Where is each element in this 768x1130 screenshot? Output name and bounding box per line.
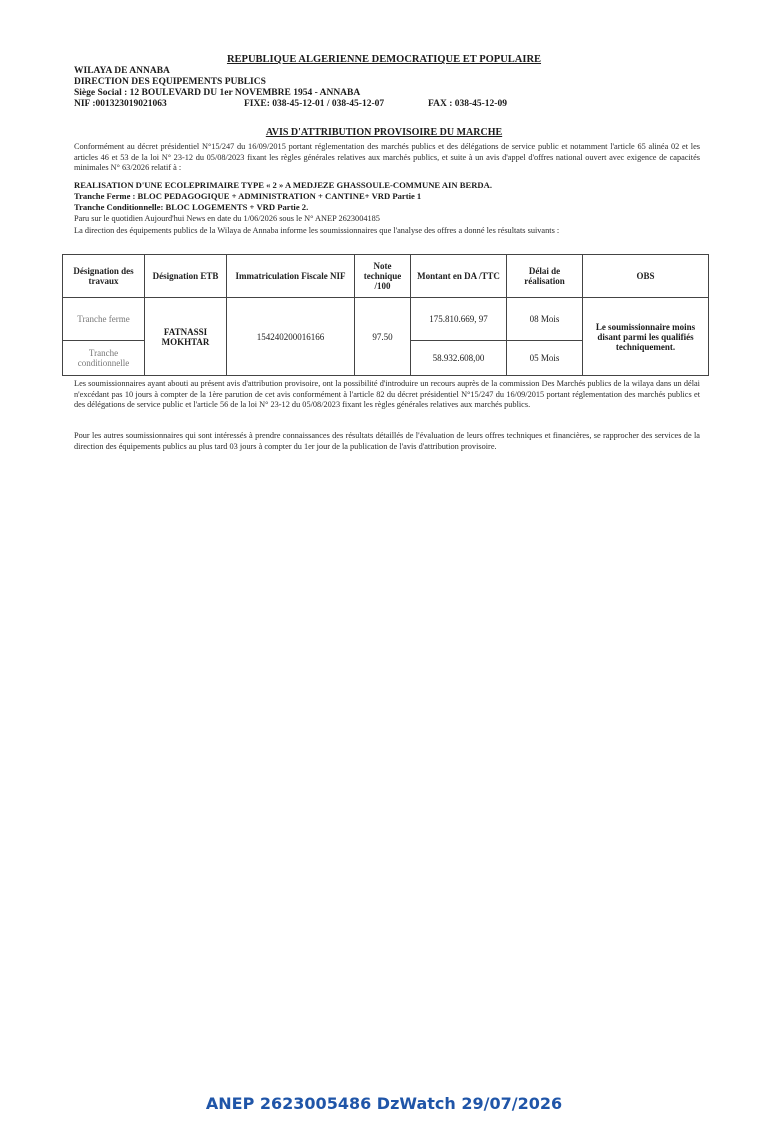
direction-line: DIRECTION DES EQUIPEMENTS PUBLICS <box>74 77 266 87</box>
table-row <box>63 298 709 341</box>
direction-info-paragraph: La direction des équipements publics de la Wilaya de Annaba informe les soumissionnaires que l'analyse des offres a donné les résultats suivants : <box>74 226 560 235</box>
obs-cell: Le soumissionnaire moins disant parmi les qualifiés techniquement. <box>583 298 709 376</box>
fax-line: FAX : 038-45-12-09 <box>428 99 507 109</box>
header-etb: Désignation ETB <box>145 255 227 298</box>
autres-paragraph: Pour les autres soumissionnaires qui sont intéressés à prendre connaissances des résultats détaillés de l'évaluation de leurs offres techniques et financières, se rapprocher des services de la direction des équipements publics au plus tard 03 jours à compter du 1er jour de la publication de l'avis d'attribution provisoire. <box>74 431 700 451</box>
header-obs: OBS <box>583 255 709 298</box>
tranche-ferme-cell: Tranche ferme <box>63 298 145 341</box>
header-note: Note technique /100 <box>355 255 411 298</box>
header-nif: Immatriculation Fiscale NIF <box>227 255 355 298</box>
parution-line: Paru sur le quotidien Aujourd'hui News en date du 1/06/2026 sous le N° ANEP 2623004185 <box>74 214 380 223</box>
project-line: REALISATION D'UNE ECOLEPRIMAIRE TYPE « 2 » A MEDJEZE GHASSOULE-COMMUNE AIN BERDA. <box>74 180 492 190</box>
phone-line: FIXE: 038-45-12-01 / 038-45-12-07 <box>244 99 385 109</box>
tranche-conditionnelle-line: Tranche Conditionnelle: BLOC LOGEMENTS + VRD Partie 2. <box>74 202 309 212</box>
montant-cond-cell: 58.932.608,00 <box>411 341 507 376</box>
republic-heading: REPUBLIQUE ALGERIENNE DEMOCRATIQUE ET POPULAIRE <box>226 54 542 65</box>
tranche-ferme-line: Tranche Ferme : BLOC PEDAGOGIQUE + ADMINISTRATION + CANTINE+ VRD Partie 1 <box>74 191 422 201</box>
delai-cond-cell: 05 Mois <box>507 341 583 376</box>
header-delai: Délai de réalisation <box>507 255 583 298</box>
tranche-conditionnelle-cell: Tranche conditionnelle <box>63 341 145 376</box>
results-table <box>62 254 709 376</box>
header-montant: Montant en DA /TTC <box>411 255 507 298</box>
delai-ferme-cell: 08 Mois <box>507 298 583 341</box>
note-cell: 97.50 <box>355 298 411 376</box>
siege-line: Siège Social : 12 BOULEVARD DU 1er NOVEMBRE 1954 - ANNABA <box>74 88 361 98</box>
wilaya-line: WILAYA DE ANNABA <box>74 66 170 76</box>
header-designation: Désignation des travaux <box>63 255 145 298</box>
footer-reference: ANEP 2623005486 DzWatch 29/07/2026 <box>205 1094 563 1113</box>
table-header-row <box>63 255 709 298</box>
nif-cell: 154240200016166 <box>227 298 355 376</box>
intro-paragraph: Conformément au décret présidentiel N°15/247 du 16/09/2015 portant réglementation des marchés publics et des délégations de service public et notamment l'article 65 alinéa 02 et les articles 46 et 53 de la loi N° 23-12 du 05/08/2023 fixant les règles générales relatives aux marchés publics, et suite à un avis d'appel d'offres national ouvert avec exigence de capacités minimales N° 63/2026 relatif à : <box>74 142 700 173</box>
recours-paragraph: Les soumissionnaires ayant abouti au présent avis d'attribution provisoire, ont la possibilité d'introduire un recours auprès de la commission Des Marchés publics de la wilaya dans un délai n'excédant pas 10 jours à compter de la 1ère parution de cet avis conformément à l'article 82 du décret présidentiel N°15/247 du 16/09/2015 portant réglementation des marchés publics et des délégations de service public et l'article 56 de la loi N° 23-12 du 05/08/2023 fixant les règles générales relatives aux marchés publics. <box>74 379 700 410</box>
nif-line: NIF :001323019021063 <box>74 99 167 109</box>
etb-cell: FATNASSI MOKHTAR <box>145 298 227 376</box>
montant-ferme-cell: 175.810.669, 97 <box>411 298 507 341</box>
notice-title: AVIS D'ATTRIBUTION PROVISOIRE DU MARCHE <box>265 127 503 138</box>
